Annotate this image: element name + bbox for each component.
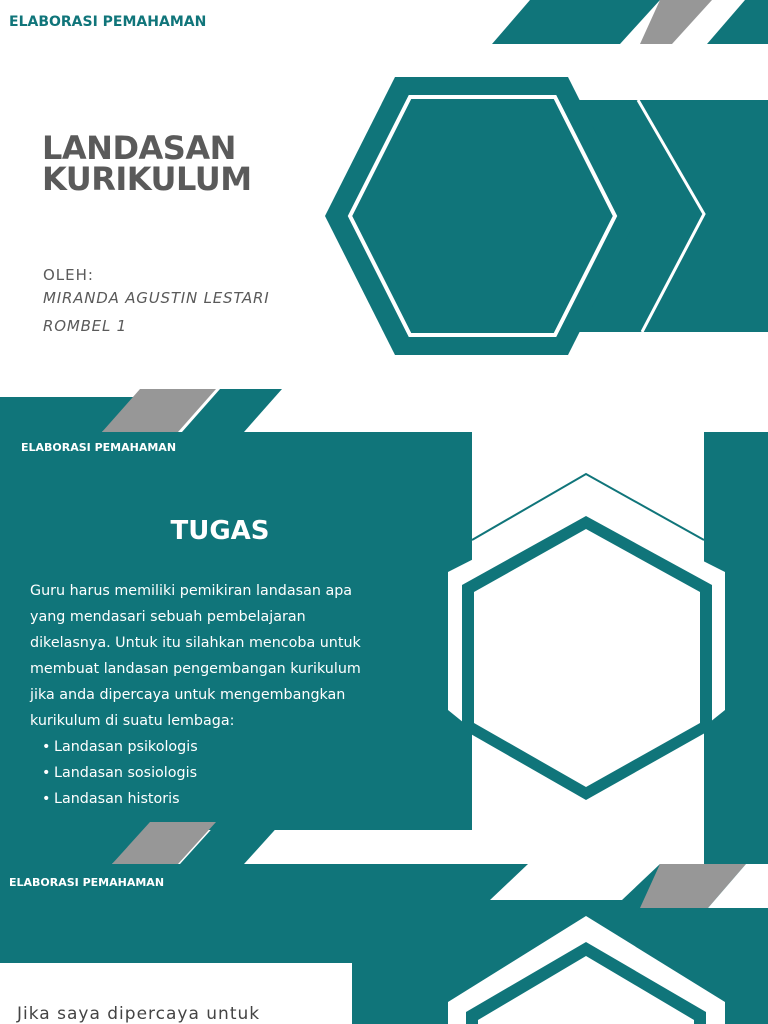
bullet-list — [30, 734, 450, 812]
bullet-dot-icon: • — [42, 765, 51, 781]
author-label: OLEH: — [43, 266, 94, 284]
task-body — [30, 578, 450, 812]
slide-2-title: TUGAS — [170, 516, 270, 546]
slide-3-header: ELABORASI PEMAHAMAN — [9, 876, 165, 889]
stripe-teal-top-right — [707, 0, 768, 44]
title-line-1: LANDASAN — [42, 129, 236, 167]
bullet-text: Landasan historis — [54, 791, 180, 807]
bullet-text: Landasan psikologis — [54, 739, 198, 755]
stripe-teal-top — [492, 0, 660, 44]
slide-1 — [0, 0, 768, 432]
slide-3 — [0, 864, 768, 1024]
body-line: yang mendasari sebuah pembelajaran — [30, 609, 306, 625]
bullet-item — [42, 734, 450, 760]
body-line: Guru harus memiliki pemikiran landasan apa — [30, 583, 353, 599]
slide-2 — [0, 432, 768, 864]
bullet-dot-icon: • — [42, 739, 51, 755]
body-line: kurikulum di suatu lembaga: — [30, 713, 235, 729]
title-line-2: KURIKULUM — [42, 160, 252, 198]
body-line: dikelasnya. Untuk itu silahkan mencoba untuk — [30, 635, 361, 651]
stripe-white-top — [490, 864, 660, 900]
author-name: MIRANDA AGUSTIN LESTARI — [43, 289, 270, 307]
body-line: membuat landasan pengembangan kurikulum — [30, 661, 361, 677]
body-line: jika anda dipercaya untuk mengembangkan — [30, 687, 346, 703]
class-label: ROMBEL 1 — [43, 317, 128, 335]
slide-2-header: ELABORASI PEMAHAMAN — [21, 441, 177, 454]
bullet-dot-icon: • — [42, 791, 51, 807]
bullet-text: Landasan sosiologis — [54, 765, 198, 781]
slide-1-decoration — [0, 0, 768, 432]
slide-3-body-start: Jika saya dipercaya untuk — [17, 1004, 261, 1024]
slide-1-title — [42, 129, 252, 198]
bullet-item — [42, 786, 450, 812]
bullet-item — [42, 760, 450, 786]
slide-1-header: ELABORASI PEMAHAMAN — [9, 14, 207, 30]
